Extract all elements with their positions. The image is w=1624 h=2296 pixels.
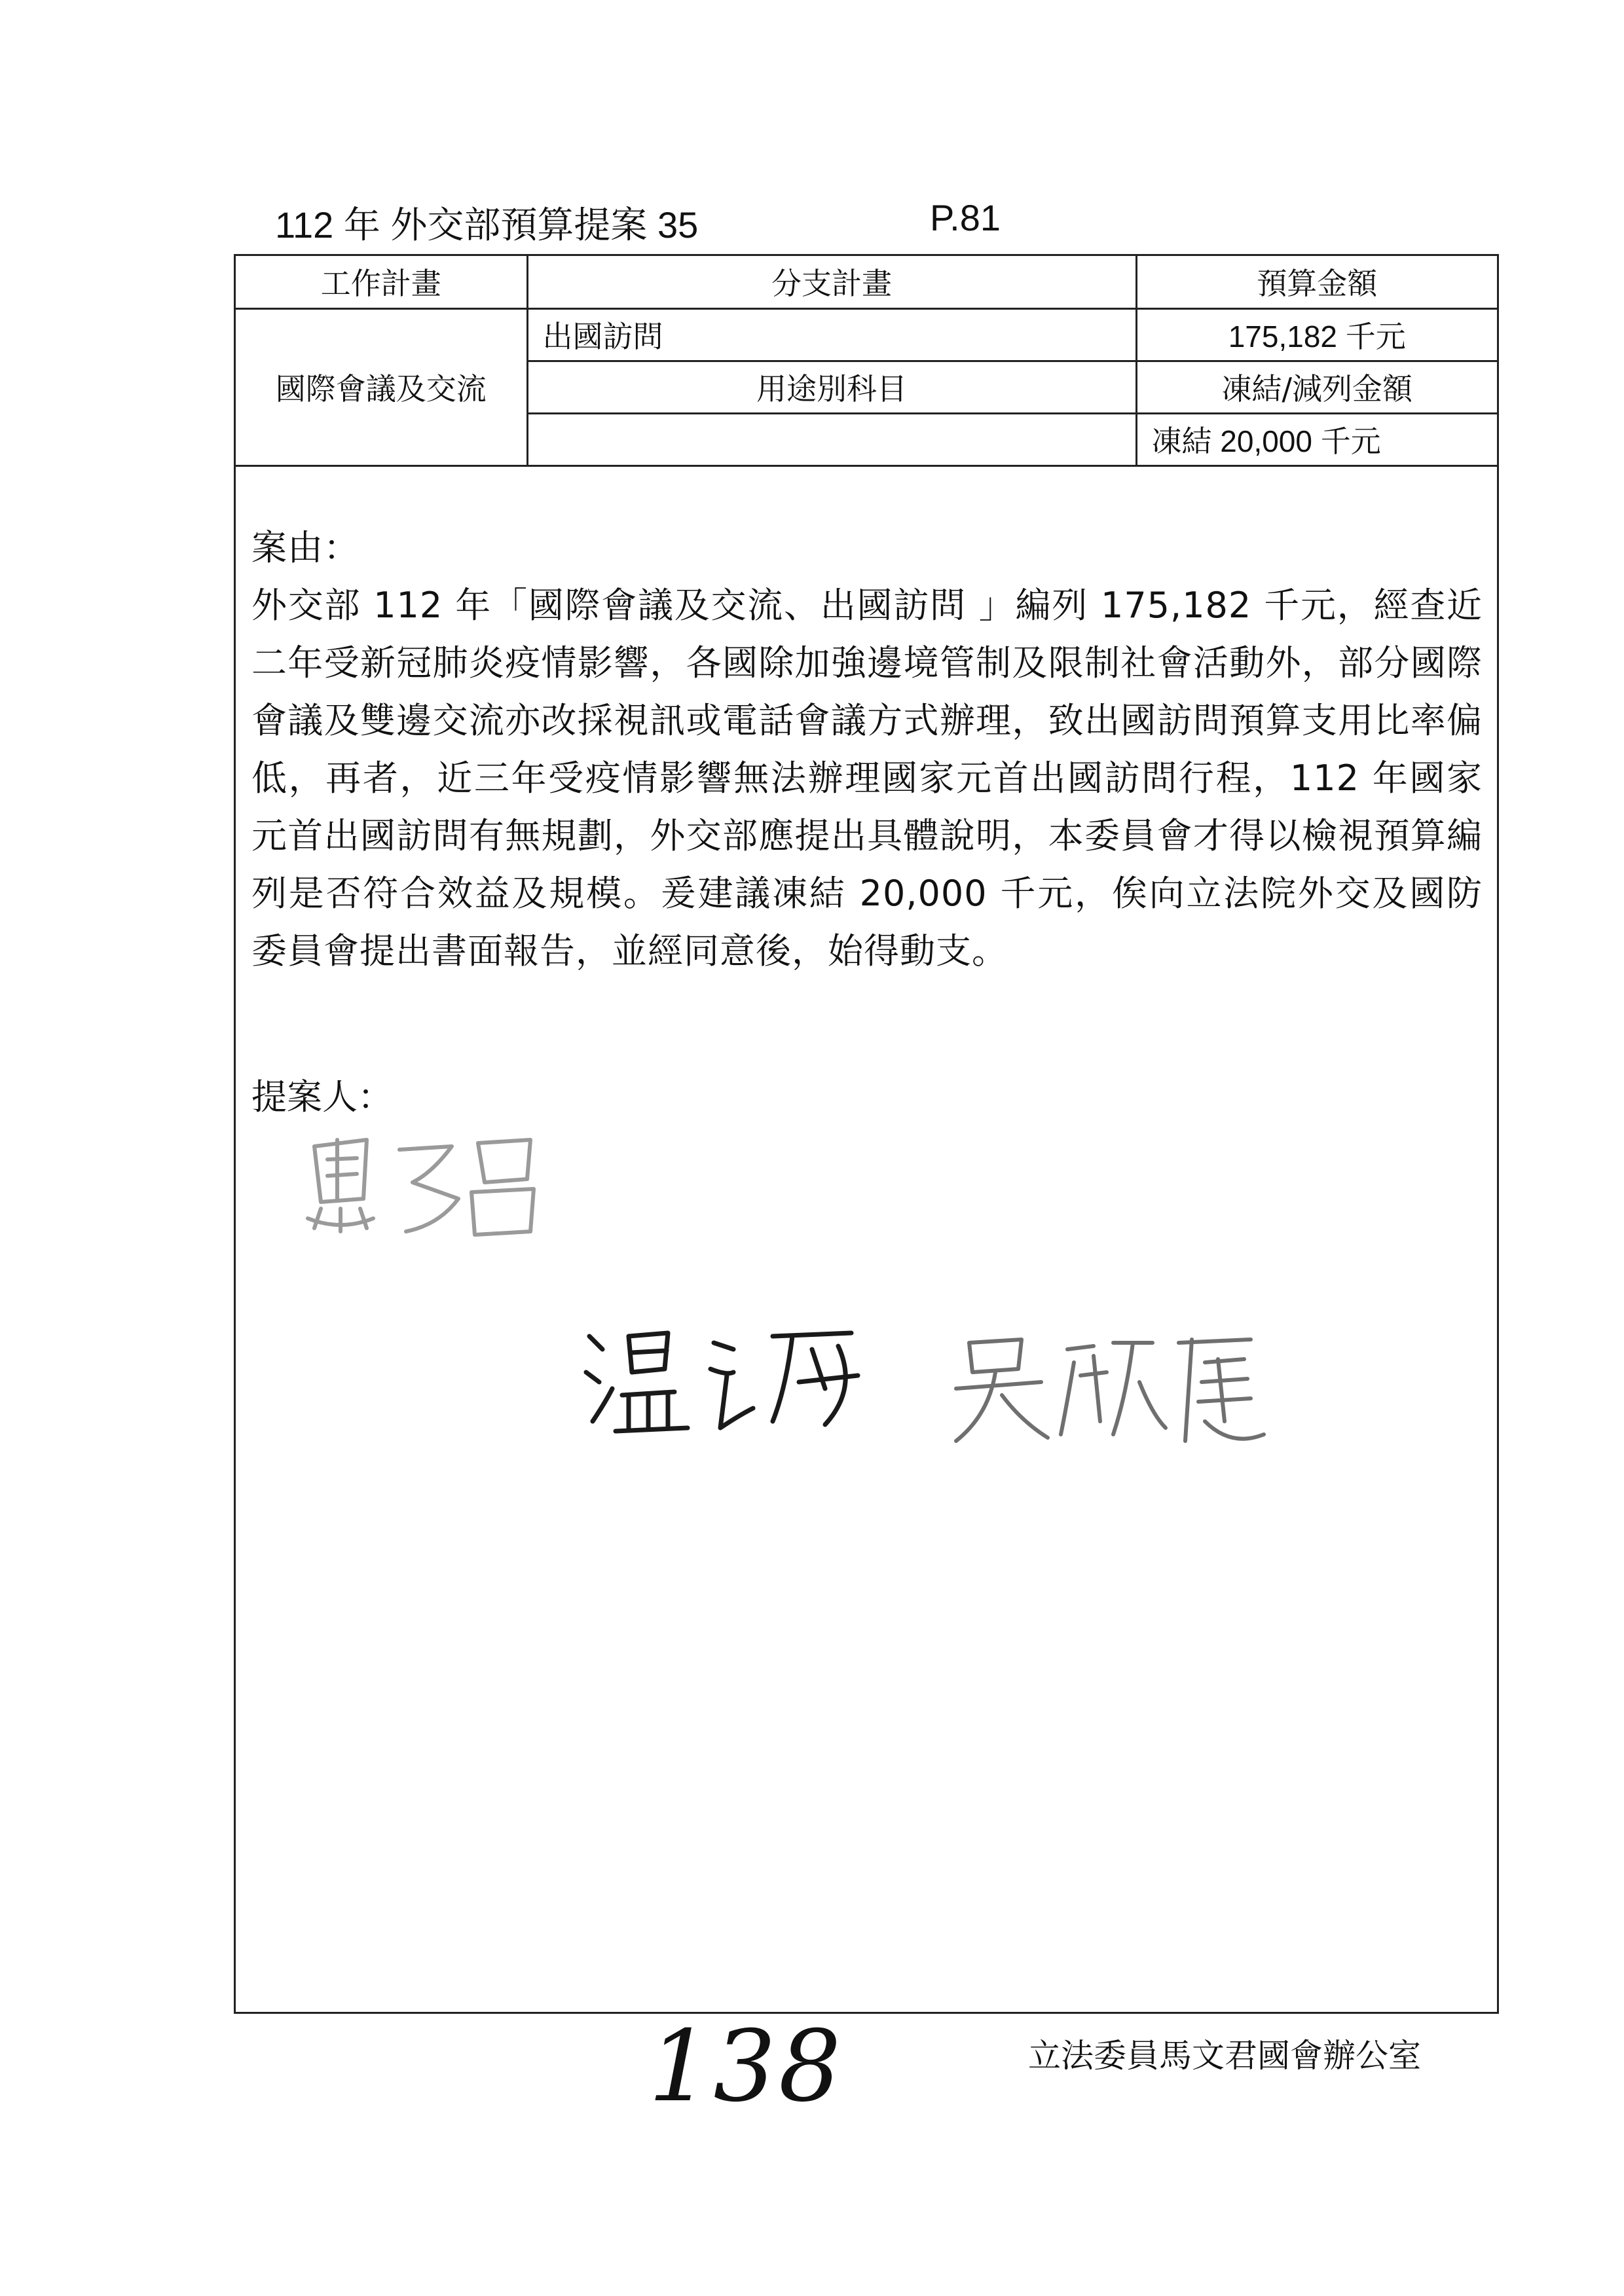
freeze-amount-cell: 凍結 20,000 千元 xyxy=(1136,413,1497,465)
page-reference: P.81 xyxy=(930,197,1001,238)
header-usage: 用途別科目 xyxy=(527,361,1136,413)
signature-2 xyxy=(576,1310,891,1454)
reason-text: 外交部 112 年「國際會議及交流、出國訪問 」編列 175,182 千元，經查近二年受新冠肺炎疫情影響，各國除加強邊境管制及限制社會活動外，部分國際會議及雙邊交流亦改採視訊或電話會議方式辦理，致出國訪問預算支用比率偏低，再者，近三年受疫情影響無法辦理國家元首出國訪問行程，112 年國家元首出國訪問有無規劃，外交部應提出具體說明，本委員會才得以檢視預算編列是否符合效益及規模。爰建議凍結 20,000 千元，俟向立法院外交及國防委員會提出書面報告，並經同意後，始得動支。 xyxy=(251,585,1483,972)
proposer-label: 提案人： xyxy=(251,1076,393,1118)
header-budget: 預算金額 xyxy=(1136,256,1497,308)
office-name: 立法委員馬文君國會辦公室 xyxy=(1028,2037,1421,2075)
table-header-row xyxy=(236,256,1497,308)
budget-table xyxy=(236,256,1497,467)
page-number: 138 xyxy=(648,2010,844,2124)
header-work-plan: 工作計畫 xyxy=(236,256,527,308)
work-plan-cell: 國際會議及交流 xyxy=(236,308,527,465)
proposal-body xyxy=(251,519,1483,980)
table-row xyxy=(236,308,1497,361)
header-freeze: 凍結/減列金額 xyxy=(1136,361,1497,413)
document-header xyxy=(275,196,1001,249)
header-title: 112 年 外交部預算提案 35 xyxy=(275,204,699,246)
signature-1 xyxy=(301,1120,550,1251)
reason-label: 案由： xyxy=(251,527,360,568)
header-sub-plan: 分支計畫 xyxy=(527,256,1136,308)
usage-cell xyxy=(527,413,1136,465)
budget-amount-cell: 175,182 千元 xyxy=(1136,308,1497,361)
proposal-frame xyxy=(234,254,1499,2014)
signature-3 xyxy=(943,1317,1283,1461)
sub-plan-cell: 出國訪問 xyxy=(527,308,1136,361)
